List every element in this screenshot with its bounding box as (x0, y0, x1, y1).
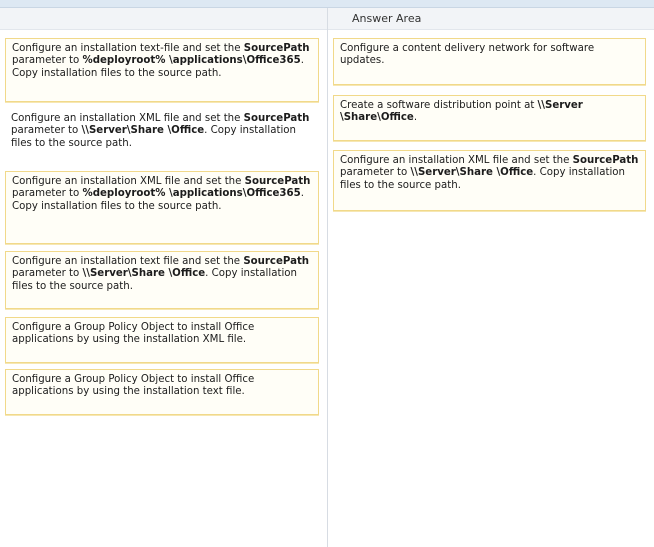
card-text-bold: SourcePath (243, 43, 310, 54)
card-text: . Copy installation files to the source path. (12, 268, 297, 292)
answer-area-title: Answer Area (352, 12, 422, 25)
card-text: parameter to (340, 167, 411, 179)
card-text: . Copy installation files to the source path. (11, 125, 296, 149)
card-text: Create a software distribution point at (340, 100, 538, 111)
option-card-6[interactable] (5, 369, 319, 415)
answer-area (328, 8, 654, 547)
card-text-bold: SourcePath (243, 113, 310, 124)
option-card-4[interactable] (5, 251, 319, 309)
card-text-bold: SourcePath (243, 256, 310, 267)
card-text: . Copy installation files to the source path. (12, 188, 304, 212)
card-text: Configure an installation text-file and set the (12, 43, 244, 54)
card-text: parameter to (12, 268, 83, 280)
answer-card-1[interactable] (333, 38, 646, 85)
option-card-1[interactable] (5, 38, 319, 102)
card-text: Configure an installation text file and set the (12, 256, 244, 267)
card-text-bold: SourcePath (244, 176, 311, 187)
option-card-5[interactable] (5, 317, 319, 363)
card-text: Configure an installation XML file and set the (340, 155, 573, 166)
card-text: parameter to (12, 188, 83, 200)
card-text: Configure a Group Policy Object to install Office applications by using the installation XML file. (12, 322, 255, 346)
option-card-3[interactable] (5, 171, 319, 244)
card-text: . (413, 112, 418, 124)
card-text: parameter to (12, 55, 83, 67)
card-text: parameter to (11, 125, 82, 137)
option-card-2[interactable] (5, 113, 319, 161)
card-text-bold: SourcePath (572, 155, 639, 166)
card-text: Configure an installation XML file and set the (11, 113, 244, 124)
card-text-bold: \\Server \Share\Office (340, 100, 583, 124)
card-text-bold: \\Server\Share \Office (410, 167, 534, 179)
card-text-bold: %deployroot% \applications\Office365 (82, 188, 301, 200)
answer-card-3[interactable] (333, 150, 646, 211)
answer-area-header (328, 8, 654, 30)
card-text-bold: \\Server\Share \Office (82, 268, 206, 280)
options-header (0, 8, 327, 30)
card-text-bold: \\Server\Share \Office (81, 125, 205, 137)
card-text: Configure a Group Policy Object to install Office applications by using the installation text file. (12, 374, 255, 398)
card-text-bold: %deployroot% \applications\Office365 (82, 55, 301, 67)
card-text: Configure an installation XML file and set the (12, 176, 245, 187)
card-text: Configure a content delivery network for software updates. (340, 43, 595, 67)
card-text: . Copy installation files to the source path. (340, 167, 625, 191)
top-bar (0, 0, 654, 8)
card-text: . Copy installation files to the source path. (12, 55, 304, 79)
answer-card-2[interactable] (333, 95, 646, 141)
